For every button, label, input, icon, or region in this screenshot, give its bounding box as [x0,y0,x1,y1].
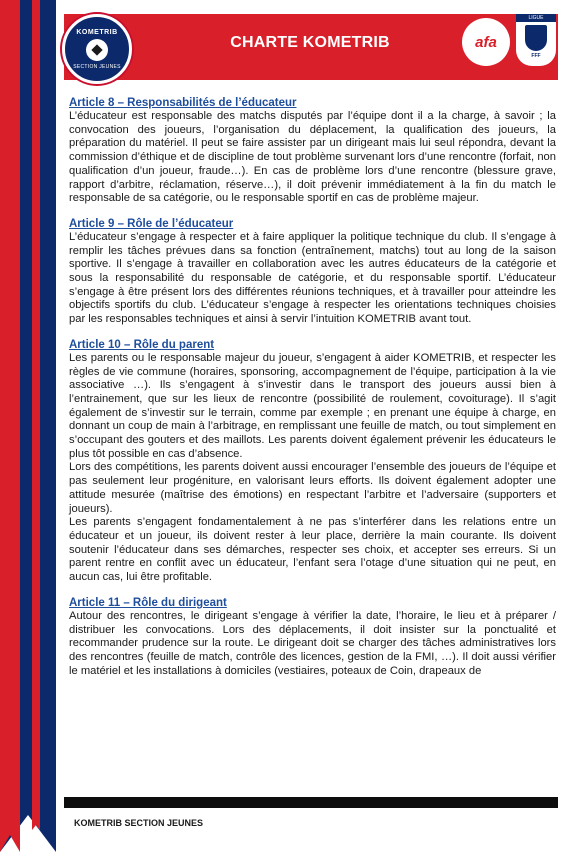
article-paragraph: Autour des rencontres, le dirigeant s’engage à vérifier la date, l’horaire, le lieu et à préparer / distribuer les convocations. Lors des déplacements, il doit insister sur la ponctualité et recommander prudence sur la route. Le dirigeant doit se charger des tâches administratives lors des rencontres (feuille de match, contrôle des licences, gestion de la FMI, …). Il doit aussi vérifier le matériel et les installations à domiciles (vestiaires, poteaux de Coin, drapeaux de [69,609,556,677]
article-title: Article 9 – Rôle de l’éducateur [69,217,234,230]
article-paragraph: Lors des compétitions, les parents doivent aussi encourager l’ensemble des joueurs de l’équipe et pas seulement leur progéniture, en valorisant leurs efforts. Ils doivent également adopter une attitude mesurée (maîtrise des émotions) en respectant l’arbitre et l’adversaire (supporters et joueurs). [69,461,556,515]
club-logo: KOMETRIB SECTION JEUNES [62,14,132,84]
article-11 [69,596,556,679]
article-title: Article 8 – Responsabilités de l’éducateur [69,97,297,109]
ligue-logo: LIGUE FFF [516,14,556,66]
article-paragraph: L’éducateur s’engage à respecter et à faire appliquer la politique technique du club. Il s’engage à remplir les tâches prévues dans sa fonction (entraînement, matchs) tout au long de la saison sportive. Il s’engage à travailler en collaboration avec les autres éducateurs de la catégorie et sous la responsabilité du responsable de catégorie, et du responsable sportif. L’éducateur s’engage à être présent lors des différentes réunions techniques, et à travailler pour atteindre les objectifs sportifs du club. L’éducateur s’engage à respecter les orientations techniques choisies par les responsables techniques et ainsi à servir l’intuition KOMETRIB avant tout. [69,230,556,326]
afa-logo: afa [462,18,510,66]
article-10 [69,338,556,585]
article-title: Article 10 – Rôle du parent [69,338,215,351]
article-9 [69,217,556,327]
footer-text: KOMETRIB SECTION JEUNES [74,818,204,828]
article-paragraph: Les parents ou le responsable majeur du joueur, s’engagent à aider KOMETRIB, et respecter les règles de vie commune (horaires, sponsoring, accompagnement de l’équipe, participation à la vie associative …). Ils s’engagent à s’investir dans le transport des joueurs aussi bien à l’entrainement, que sur les lieux de rencontre (possibilité de roulement, covoiturage). Il s’agit également de s’investir sur le terrain, comme par exemple ; en prenant une équipe à charge, en donnant un coup de main à l’arbitrage, en remplissant une feuille de match, ou tout simplement en s’occupant des gouters et des maillots. Les parents doivent également prévenir les éducateurs le plus tôt possible en cas d’absence. [69,351,556,460]
page-title: CHARTE KOMETRIB [230,34,390,51]
article-paragraph: L’éducateur est responsable des matchs disputés par l’équipe dont il a la charge, à savoir ; la convocation des joueurs, l’organisation du déplacement, la qualification des joueurs, la préparation du matériel. Il peut se faire assister par un dirigeant mais lui seul répondra, devant la commission d’éthique et de discipline de tout problème survenant lors d’une rencontre (forfait, non qualification d’un joueur, fraude…). En cas de problème lors d’une rencontre (blessure grave, rapport d’arbitre, réclamation, réserve…), il doit prévenir immédiatement à la fin du match le responsable de sa catégorie, ou le responsable sportif en cas de problème majeur. [69,110,556,205]
article-title: Article 11 – Rôle du dirigeant [69,596,227,609]
article-paragraph: Les parents s’engagent fondamentalement à ne pas s’interférer dans les relations entre un éducateur et un joueur, ils doivent rester à leur place, derrière la main courante. Ils doivent soutenir l’éducateur dans ses démarches, respecter ses choix, et accepter ses erreurs. Si un parent rentre en conflit avec un éducateur, l’enfant sera l’otage d’une situation qui ne peut, en aucun cas, lui être profitable. [69,516,556,584]
article-8 [69,96,556,206]
fff-shield-icon [525,25,547,51]
soccer-ball-icon [86,39,108,61]
decorative-ribbon [0,0,56,852]
document-body [69,96,556,689]
footer-bar [64,797,558,808]
